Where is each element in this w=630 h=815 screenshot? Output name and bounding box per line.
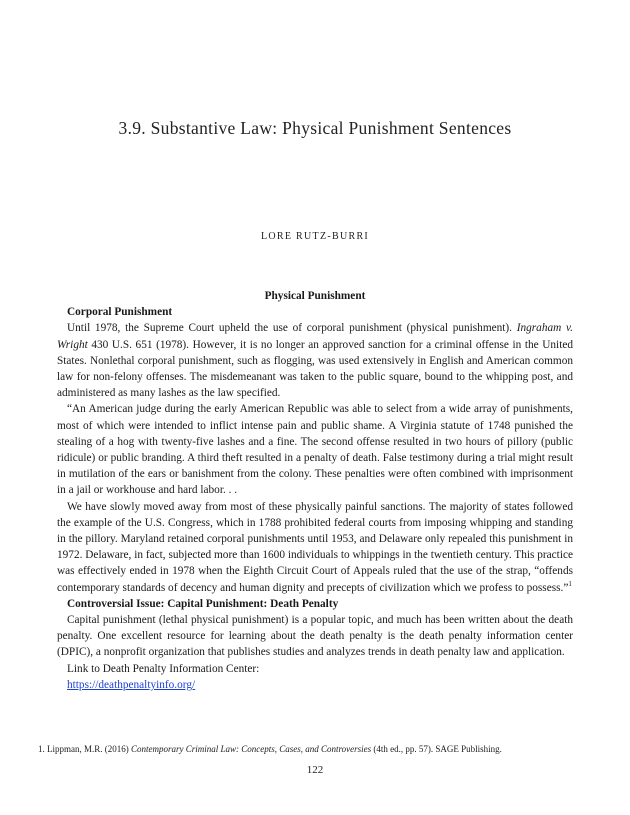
dpic-link[interactable]: https://deathpenaltyinfo.org/ [67, 678, 196, 691]
paragraph-text: Until 1978, the Supreme Court upheld the use of corporal punishment (physical punishment). [67, 322, 517, 335]
paragraph-decline [57, 499, 573, 596]
paragraph-corporal-history [57, 320, 573, 401]
footnote-number: 1. [38, 744, 45, 754]
paragraph-text: 430 U.S. 651 (1978). However, it is no longer an approved sanction for a criminal offense in the United States. Nonlethal corporal punishment, such as flogging, was used extensively in English and American common law for non-felony offenses. The misdemeanant was taken to the public square, bound to the whipping post, and administered as many lashes as the law specified. [57, 338, 573, 400]
paragraph-quote: “An American judge during the early American Republic was able to select from a wide array of punishments, most of which were intended to inflict intense pain and public shame. A Virginia statute of 1748 punished the stealing of a hog with twenty-five lashes and a fine. The second offense resulted in two hours of pillory (public ridicule) or public branding. A third theft resulted in a penalty of death. False testimony during a trial might result in mutilation of the ears or banishment from the colony. These penalties were often combined with imprisonment in a jail or workhouse and hard labor. . . [57, 403, 573, 497]
subheading-capital-punishment: Controversial Issue: Capital Punishment: Death Penalty [67, 597, 339, 610]
footnote-title: Contemporary Criminal Law: Concepts, Cases, and Controversies [131, 744, 372, 754]
link-label: Link to Death Penalty Information Center: [67, 662, 260, 675]
footnote-details: (4th ed., pp. 57). SAGE Publishing. [371, 744, 502, 754]
paragraph-capital: Capital punishment (lethal physical punishment) is a popular topic, and much has been written about the death penalty. One excellent resource for learning about the death penalty is the death penalty information center (DPIC), a nonprofit organization that publishes studies and analyzes trends in death penalty law and application. [57, 614, 573, 659]
subheading-corporal-punishment: Corporal Punishment [67, 306, 173, 319]
page-number: 122 [306, 764, 324, 776]
paragraph-text: We have slowly moved away from most of these physically painful sanctions. The majority of states followed the example of the U.S. Congress, which in 1788 prohibited federal courts from imposing whipping and standing in the pillory. Maryland retained corporal punishments until 1953, and Delaware only repealed this punishment in 1972. Delaware, in fact, subjected more than 1600 individuals to whippings in the twentieth century. This practice was effectively ended in 1978 when the Eighth Circuit Court of Appeals ruled that the use of the strap, “offends contemporary standards of decency and human dignity and precepts of civilization which we profess to possess.” [57, 500, 573, 594]
author-name: LORE RUTZ-BURRI [260, 231, 370, 242]
chapter-title: 3.9. Substantive Law: Physical Punishment Sentences [118, 118, 512, 138]
section-heading: Physical Punishment [264, 290, 366, 302]
main-content [57, 288, 573, 693]
footnote-author: Lippman, M.R. (2016) [47, 744, 131, 754]
case-citation: Ingraham v. Wright [57, 322, 573, 351]
footnote-reference[interactable]: 1 [568, 579, 572, 588]
footnote [38, 743, 598, 755]
